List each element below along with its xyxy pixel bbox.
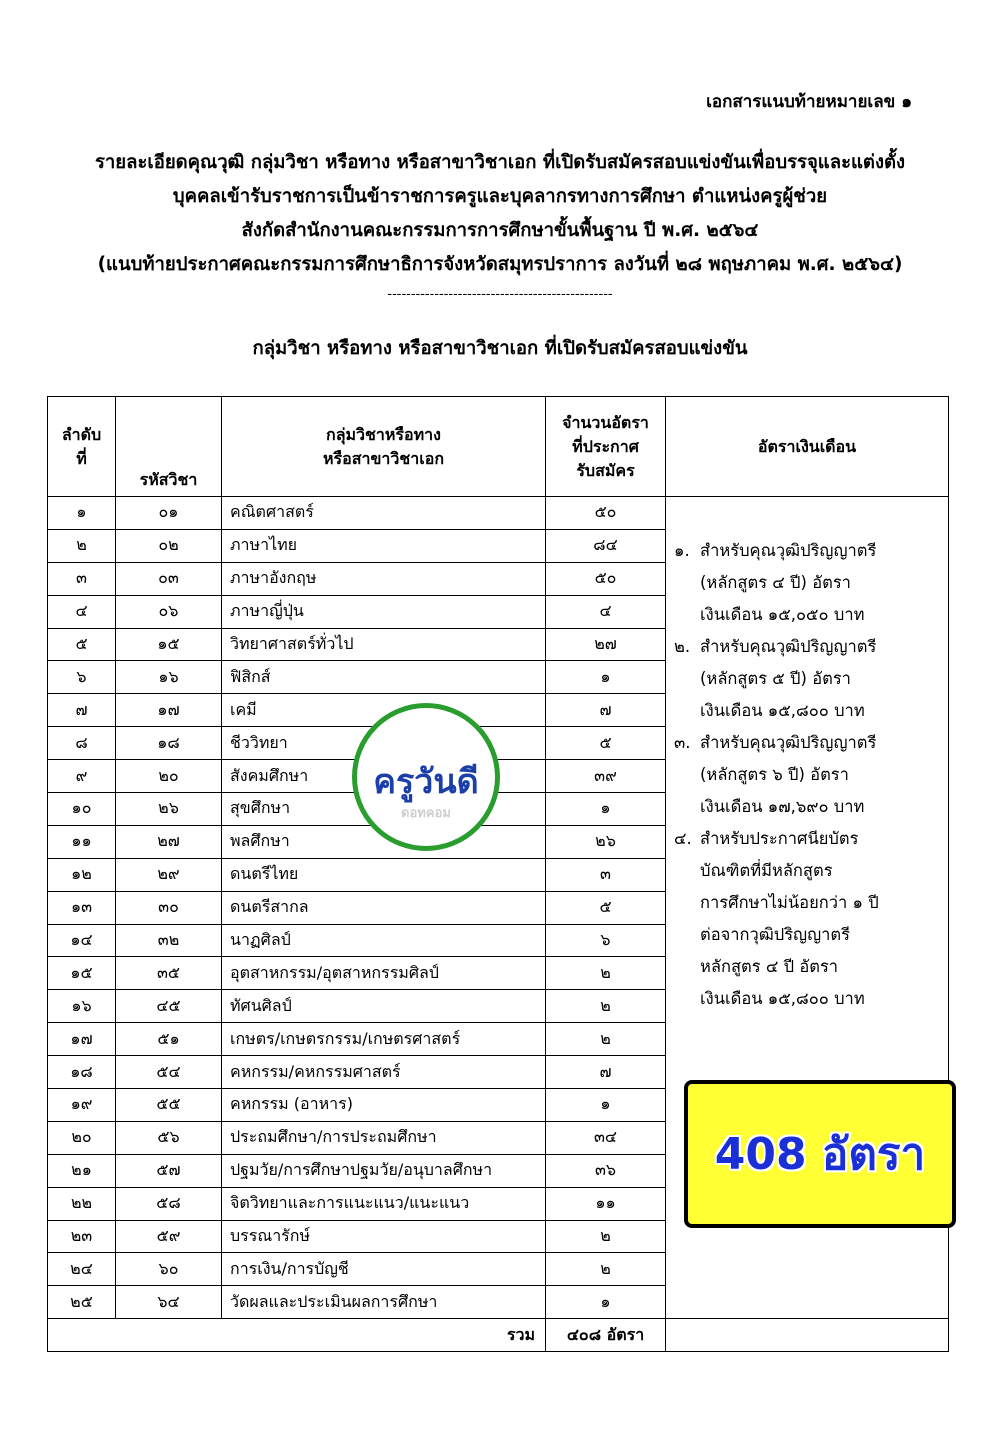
row-code: ๐๓ — [116, 562, 222, 595]
row-subject: ดนตรีสากล — [222, 891, 546, 924]
row-code: ๑๘ — [116, 727, 222, 760]
row-count: ๒ — [546, 1023, 666, 1056]
row-subject: สังคมศึกษา — [222, 760, 546, 793]
row-subject: บรรณารักษ์ — [222, 1220, 546, 1253]
header-count: จำนวนอัตรา ที่ประกาศ รับสมัคร — [546, 397, 666, 497]
row-code: ๒๗ — [116, 825, 222, 858]
row-code: ๕๕ — [116, 1089, 222, 1122]
salary-line: เงินเดือน ๑๕,๘๐๐ บาท — [700, 701, 865, 720]
salary-item-text — [700, 727, 940, 823]
header-salary: อัตราเงินเดือน — [666, 397, 949, 497]
row-code: ๐๒ — [116, 529, 222, 562]
row-code: ๖๔ — [116, 1286, 222, 1319]
row-num: ๑๖ — [48, 990, 116, 1023]
row-num: ๖ — [48, 661, 116, 694]
row-count: ๑ — [546, 661, 666, 694]
row-num: ๕ — [48, 628, 116, 661]
row-subject: นาฏศิลป์ — [222, 924, 546, 957]
row-code: ๓๕ — [116, 957, 222, 990]
row-num: ๑๗ — [48, 1023, 116, 1056]
salary-item-text — [700, 823, 940, 1015]
salary-line: (หลักสูตร ๕ ปี) อัตรา — [700, 669, 851, 688]
row-subject: ชีววิทยา — [222, 727, 546, 760]
row-code: ๕๘ — [116, 1187, 222, 1220]
row-count: ๒ — [546, 990, 666, 1023]
salary-item-number: ๑. — [674, 541, 690, 560]
row-code: ๓๐ — [116, 891, 222, 924]
row-subject: วิทยาศาสตร์ทั่วไป — [222, 628, 546, 661]
row-code: ๒๙ — [116, 858, 222, 891]
row-count: ๗ — [546, 1056, 666, 1089]
row-count: ๕๐ — [546, 497, 666, 530]
row-num: ๒๔ — [48, 1253, 116, 1286]
header-num: ลำดับ ที่ — [48, 397, 116, 497]
row-subject: ประถมศึกษา/การประถมศึกษา — [222, 1121, 546, 1154]
header-subject: กลุ่มวิชาหรือทาง หรือสาขาวิชาเอก — [222, 397, 546, 497]
row-code: ๕๙ — [116, 1220, 222, 1253]
row-num: ๑๓ — [48, 891, 116, 924]
total-value: ๔๐๘ อัตรา — [546, 1319, 666, 1352]
header-line: สังกัดสำนักงานคณะกรรมการการศึกษาขั้นพื้นฐาน ปี พ.ศ. ๒๕๖๔ — [241, 220, 759, 241]
row-subject: อุตสาหกรรม/อุตสาหกรรมศิลป์ — [222, 957, 546, 990]
row-subject: ปฐมวัย/การศึกษาปฐมวัย/อนุบาลศึกษา — [222, 1154, 546, 1187]
row-subject: คหกรรม (อาหาร) — [222, 1089, 546, 1122]
row-count: ๓๙ — [546, 760, 666, 793]
row-subject: ภาษาอังกฤษ — [222, 562, 546, 595]
salary-line: หลักสูตร ๔ ปี อัตรา — [700, 957, 839, 976]
salary-item-number: ๒. — [674, 637, 691, 656]
row-count: ๔ — [546, 595, 666, 628]
row-subject: ภาษาญี่ปุ่น — [222, 595, 546, 628]
row-count: ๒ — [546, 957, 666, 990]
row-subject: ดนตรีไทย — [222, 858, 546, 891]
row-num: ๔ — [48, 595, 116, 628]
separator-line: ------------------------------------------------ — [387, 287, 613, 302]
table-header-row — [48, 397, 949, 497]
row-num: ๑๒ — [48, 858, 116, 891]
salary-line: บัณฑิตที่มีหลักสูตร — [700, 861, 833, 880]
salary-line: เงินเดือน ๑๕,๐๕๐ บาท — [700, 605, 865, 624]
row-num: ๑๕ — [48, 957, 116, 990]
row-code: ๕๖ — [116, 1121, 222, 1154]
row-subject: การเงิน/การบัญชี — [222, 1253, 546, 1286]
header-line: (แนบท้ายประกาศคณะกรรมการศึกษาธิการจังหวัดสมุทรปราการ ลงวันที่ ๒๘ พฤษภาคม พ.ศ. ๒๕๖๔) — [97, 254, 903, 275]
total-label: รวม — [48, 1319, 546, 1352]
document-header — [0, 146, 1000, 282]
row-count: ๒ — [546, 1253, 666, 1286]
row-code: ๒๐ — [116, 760, 222, 793]
row-subject: สุขศึกษา — [222, 793, 546, 826]
row-code: ๐๑ — [116, 497, 222, 530]
row-code: ๐๖ — [116, 595, 222, 628]
row-num: ๒๒ — [48, 1187, 116, 1220]
row-code: ๑๗ — [116, 694, 222, 727]
row-count: ๑ — [546, 1089, 666, 1122]
row-subject: วัดผลและประเมินผลการศึกษา — [222, 1286, 546, 1319]
row-subject: พลศึกษา — [222, 825, 546, 858]
salary-item-text — [700, 631, 940, 727]
salary-line: ต่อจากวุฒิปริญญาตรี — [700, 925, 851, 944]
salary-item — [674, 535, 940, 631]
row-count: ๖ — [546, 924, 666, 957]
salary-line: สำหรับคุณวุฒิปริญญาตรี — [700, 541, 877, 560]
salary-line: เงินเดือน ๑๗,๖๙๐ บาท — [700, 797, 865, 816]
salary-line: สำหรับประกาศนียบัตร — [700, 829, 859, 848]
row-num: ๑๑ — [48, 825, 116, 858]
salary-item-number: ๔. — [674, 829, 692, 848]
row-num: ๓ — [48, 562, 116, 595]
salary-line: การศึกษาไม่น้อยกว่า ๑ ปี — [700, 893, 879, 912]
header-line: รายละเอียดคุณวุฒิ กลุ่มวิชา หรือทาง หรือสาขาวิชาเอก ที่เปิดรับสมัครสอบแข่งขันเพื่อบรรจุและแต่งตั้ง — [94, 152, 906, 173]
row-count: ๒๖ — [546, 825, 666, 858]
row-count: ๑๑ — [546, 1187, 666, 1220]
row-count: ๒๗ — [546, 628, 666, 661]
row-code: ๓๒ — [116, 924, 222, 957]
row-count: ๕ — [546, 891, 666, 924]
table-row — [48, 497, 949, 530]
badge-text: 408 อัตรา — [714, 1129, 926, 1180]
salary-line: (หลักสูตร ๔ ปี) อัตรา — [700, 573, 851, 592]
row-code: ๒๖ — [116, 793, 222, 826]
salary-item — [674, 823, 940, 1015]
row-count: ๓๔ — [546, 1121, 666, 1154]
row-num: ๙ — [48, 760, 116, 793]
salary-line: เงินเดือน ๑๕,๘๐๐ บาท — [700, 989, 865, 1008]
row-subject: ภาษาไทย — [222, 529, 546, 562]
watermark-stamp — [352, 703, 500, 851]
row-code: ๕๗ — [116, 1154, 222, 1187]
row-count: ๑ — [546, 793, 666, 826]
row-num: ๒๐ — [48, 1121, 116, 1154]
stamp-main-text: ครูวันดี — [373, 762, 479, 802]
row-num: ๑๘ — [48, 1056, 116, 1089]
row-num: ๑๙ — [48, 1089, 116, 1122]
header-code: รหัสวิชา — [116, 397, 222, 497]
row-num: ๑๔ — [48, 924, 116, 957]
row-count: ๕๐ — [546, 562, 666, 595]
row-count: ๑ — [546, 1286, 666, 1319]
row-num: ๒๓ — [48, 1220, 116, 1253]
table-subtitle: กลุ่มวิชา หรือทาง หรือสาขาวิชาเอก ที่เปิดรับสมัครสอบแข่งขัน — [252, 338, 748, 359]
salary-item — [674, 631, 940, 727]
row-num: ๒๑ — [48, 1154, 116, 1187]
row-num: ๑๐ — [48, 793, 116, 826]
row-code: ๕๑ — [116, 1023, 222, 1056]
salary-item — [674, 727, 940, 823]
row-num: ๑ — [48, 497, 116, 530]
row-code: ๖๐ — [116, 1253, 222, 1286]
salary-item-number: ๓. — [674, 733, 691, 752]
row-num: ๘ — [48, 727, 116, 760]
salary-item-text — [700, 535, 940, 631]
row-count: ๘๔ — [546, 529, 666, 562]
row-subject: ฟิสิกส์ — [222, 661, 546, 694]
total-empty-cell — [666, 1319, 949, 1352]
row-subject: เกษตร/เกษตรกรรม/เกษตรศาสตร์ — [222, 1023, 546, 1056]
row-count: ๒ — [546, 1220, 666, 1253]
header-line: บุคคลเข้ารับราชการเป็นข้าราชการครูและบุคลากรทางการศึกษา ตำแหน่งครูผู้ช่วย — [172, 186, 828, 207]
salary-line: (หลักสูตร ๖ ปี) อัตรา — [700, 765, 849, 784]
row-num: ๒ — [48, 529, 116, 562]
document-reference: เอกสารแนบท้ายหมายเลข ๑ — [706, 92, 912, 112]
total-badge — [684, 1080, 956, 1228]
row-count: ๓ — [546, 858, 666, 891]
row-code: ๑๕ — [116, 628, 222, 661]
row-subject: จิตวิทยาและการแนะแนว/แนะแนว — [222, 1187, 546, 1220]
row-num: ๗ — [48, 694, 116, 727]
row-count: ๗ — [546, 694, 666, 727]
row-code: ๔๕ — [116, 990, 222, 1023]
row-count: ๓๖ — [546, 1154, 666, 1187]
salary-line: สำหรับคุณวุฒิปริญญาตรี — [700, 733, 877, 752]
salary-line: สำหรับคุณวุฒิปริญญาตรี — [700, 637, 877, 656]
row-num: ๒๕ — [48, 1286, 116, 1319]
row-subject: คณิตศาสตร์ — [222, 497, 546, 530]
total-row — [48, 1319, 949, 1352]
row-subject: ทัศนศิลป์ — [222, 990, 546, 1023]
row-count: ๕ — [546, 727, 666, 760]
stamp-sub-text: ดอทคอม — [401, 806, 451, 821]
row-code: ๕๔ — [116, 1056, 222, 1089]
row-subject: คหกรรม/คหกรรมศาสตร์ — [222, 1056, 546, 1089]
row-code: ๑๖ — [116, 661, 222, 694]
row-subject: เคมี — [222, 694, 546, 727]
